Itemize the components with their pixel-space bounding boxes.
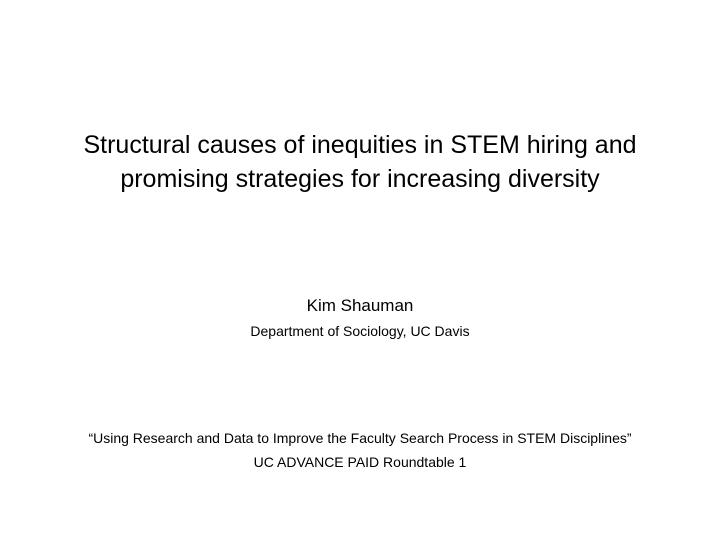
- title-line-2: promising strategies for increasing diversity: [120, 165, 600, 193]
- author-block: [40, 294, 680, 342]
- slide-title: [40, 128, 680, 196]
- author-name: Kim Shauman: [306, 296, 414, 315]
- talk-series-title: “Using Research and Data to Improve the Faculty Search Process in STEM Disciplines”: [88, 430, 632, 446]
- roundtable-name: UC ADVANCE PAID Roundtable 1: [253, 454, 467, 470]
- author-affiliation: Department of Sociology, UC Davis: [250, 323, 470, 339]
- event-block: [20, 426, 700, 474]
- title-line-1: Structural causes of inequities in STEM hiring and: [83, 131, 637, 159]
